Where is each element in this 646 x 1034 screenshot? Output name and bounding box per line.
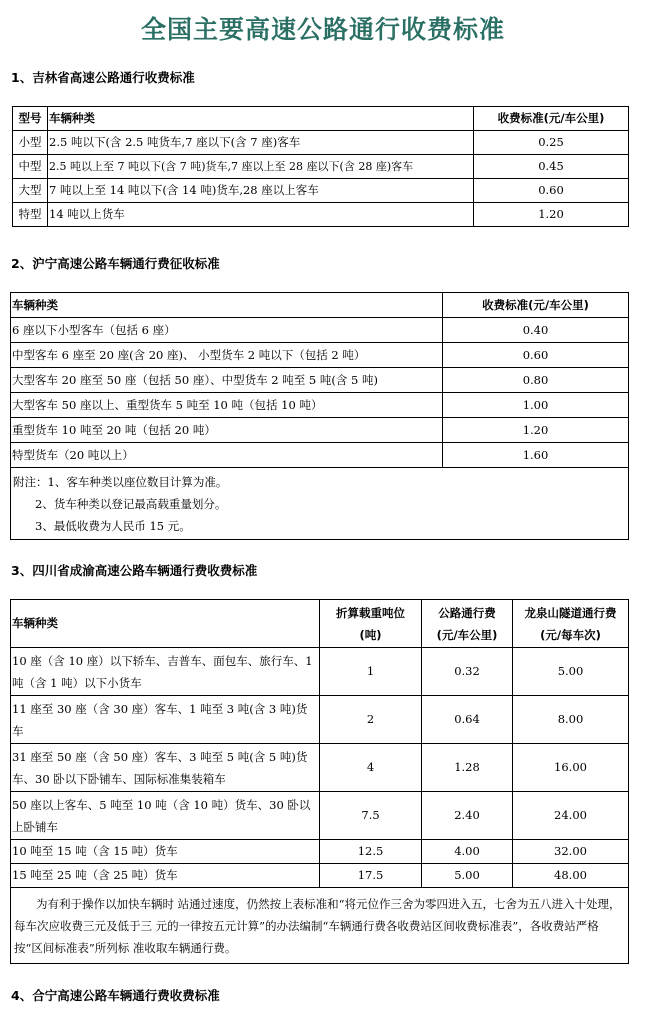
header-road-line2: (元/车公里) xyxy=(436,627,498,642)
cell-fee: 0.25 xyxy=(474,131,629,155)
header-vehicle-type: 车辆种类 xyxy=(48,107,474,131)
header-fee-standard: 收费标准(元/车公里) xyxy=(474,107,629,131)
table-row xyxy=(11,443,629,468)
notes-row xyxy=(11,888,629,964)
header-road-fee xyxy=(422,600,513,648)
huning-fee-table xyxy=(10,292,629,540)
table-row xyxy=(13,203,629,227)
cell-fee: 1.20 xyxy=(474,203,629,227)
cell-vehicle-type: 50 座以上客车、5 吨至 10 吨（含 10 吨）货车、30 卧以上卧铺车 xyxy=(11,792,320,840)
header-ton xyxy=(320,600,422,648)
table-row xyxy=(11,696,629,744)
cell-ton: 2 xyxy=(320,696,422,744)
cell-tunnel-fee: 48.00 xyxy=(513,864,629,888)
cell-road-fee: 0.32 xyxy=(422,648,513,696)
header-ton-line2: (吨) xyxy=(359,627,382,642)
header-fee-standard: 收费标准(元/车公里) xyxy=(443,293,629,318)
cell-vehicle-type: 2.5 吨以上至 7 吨以下(含 7 吨)货车,7 座以上至 28 座以下(含 28 座)客车 xyxy=(48,155,474,179)
cell-fee: 1.00 xyxy=(443,393,629,418)
cell-vehicle-type: 7 吨以上至 14 吨以下(含 14 吨)货车,28 座以上客车 xyxy=(48,179,474,203)
table-header-row xyxy=(11,293,629,318)
cell-fee: 0.40 xyxy=(443,318,629,343)
note-line: 2、货车种类以登记最高载重量划分。 xyxy=(35,496,227,511)
cell-road-fee: 5.00 xyxy=(422,864,513,888)
cell-ton: 17.5 xyxy=(320,864,422,888)
header-ton-line1: 折算载重吨位 xyxy=(336,605,405,620)
cell-vehicle-type: 10 座（含 10 座）以下轿车、吉普车、面包车、旅行车、1 吨（含 1 吨）以下小货车 xyxy=(11,648,320,696)
cell-fee: 0.60 xyxy=(474,179,629,203)
table-row xyxy=(11,393,629,418)
cell-vehicle-type: 10 吨至 15 吨（含 15 吨）货车 xyxy=(11,840,320,864)
header-road-line1: 公路通行费 xyxy=(438,605,496,620)
cell-tunnel-fee: 8.00 xyxy=(513,696,629,744)
header-model: 型号 xyxy=(13,107,48,131)
page-title: 全国主要高速公路通行收费标准 xyxy=(140,15,505,44)
cell-tunnel-fee: 5.00 xyxy=(513,648,629,696)
section1-heading: 1、吉林省高速公路通行收费标准 xyxy=(11,70,195,85)
table-row xyxy=(11,648,629,696)
cell-vehicle-type: 11 座至 30 座（含 30 座）客车、1 吨至 3 吨(含 3 吨)货车 xyxy=(11,696,320,744)
cell-vehicle-type: 特型货车（20 吨以上） xyxy=(11,443,443,468)
table-row xyxy=(13,131,629,155)
header-vehicle-type: 车辆种类 xyxy=(11,600,320,648)
cell-tunnel-fee: 16.00 xyxy=(513,744,629,792)
cell-vehicle-type: 重型货车 10 吨至 20 吨（包括 20 吨） xyxy=(11,418,443,443)
section3-heading: 3、四川省成渝高速公路车辆通行费收费标准 xyxy=(11,563,258,578)
notes-row xyxy=(11,468,629,540)
table-row xyxy=(11,744,629,792)
cell-fee: 0.45 xyxy=(474,155,629,179)
cell-fee: 1.20 xyxy=(443,418,629,443)
table-row xyxy=(11,864,629,888)
table-row xyxy=(11,368,629,393)
cell-tunnel-fee: 32.00 xyxy=(513,840,629,864)
cell-model: 大型 xyxy=(13,179,48,203)
table-row xyxy=(11,418,629,443)
cell-vehicle-type: 14 吨以上货车 xyxy=(48,203,474,227)
cell-vehicle-type: 中型客车 6 座至 20 座(含 20 座)、 小型货车 2 吨以下（包括 2 吨） xyxy=(11,343,443,368)
header-tunnel-fee xyxy=(513,600,629,648)
header-vehicle-type: 车辆种类 xyxy=(11,293,443,318)
note-line: 3、最低收费为人民币 15 元。 xyxy=(35,518,191,533)
cell-vehicle-type: 31 座至 50 座（含 50 座）客车、3 吨至 5 吨(含 5 吨)货车、30 卧以下卧铺车、国际标准集装箱车 xyxy=(11,744,320,792)
header-tunnel-line2: (元/每车次) xyxy=(540,627,601,642)
cell-ton: 7.5 xyxy=(320,792,422,840)
table-header-row xyxy=(13,107,629,131)
table-row xyxy=(13,179,629,203)
cell-vehicle-type: 6 座以下小型客车（包括 6 座） xyxy=(11,318,443,343)
cell-model: 小型 xyxy=(13,131,48,155)
cell-vehicle-type: 15 吨至 25 吨（含 25 吨）货车 xyxy=(11,864,320,888)
notes-cell: 为有利于操作以加快车辆时 站通过速度，仍然按上表标准和“将元位作三舍为零四进入五，七舍为五八进入十处理，每车次应收费三元及低于三 元的一律按五元计算”的办法编制“车辆通行费各收费站区间收费标准表”，各收费站严格按“区间标准表”所列标 准收取车辆通行费。 xyxy=(11,888,629,964)
cell-road-fee: 1.28 xyxy=(422,744,513,792)
table-row xyxy=(11,343,629,368)
note-line: 附注：1、客车种类以座位数目计算为准。 xyxy=(13,474,228,489)
table-row xyxy=(11,792,629,840)
cell-fee: 1.60 xyxy=(443,443,629,468)
cell-model: 中型 xyxy=(13,155,48,179)
cell-road-fee: 2.40 xyxy=(422,792,513,840)
table-row xyxy=(11,318,629,343)
cell-tunnel-fee: 24.00 xyxy=(513,792,629,840)
cell-road-fee: 4.00 xyxy=(422,840,513,864)
notes-cell xyxy=(11,468,629,540)
section4-heading: 4、合宁高速公路车辆通行费收费标准 xyxy=(11,988,220,1003)
cell-vehicle-type: 大型客车 20 座至 50 座（包括 50 座）、中型货车 2 吨至 5 吨(含 5 吨) xyxy=(11,368,443,393)
cell-vehicle-type: 2.5 吨以下(含 2.5 吨货车,7 座以下(含 7 座)客车 xyxy=(48,131,474,155)
table-row xyxy=(13,155,629,179)
cell-vehicle-type: 大型客车 50 座以上、重型货车 5 吨至 10 吨（包括 10 吨） xyxy=(11,393,443,418)
table-row xyxy=(11,840,629,864)
cell-model: 特型 xyxy=(13,203,48,227)
jilin-fee-table xyxy=(12,106,629,227)
chengyu-fee-table xyxy=(10,599,629,964)
section2-heading: 2、沪宁高速公路车辆通行费征收标准 xyxy=(11,256,220,271)
cell-fee: 0.60 xyxy=(443,343,629,368)
cell-ton: 4 xyxy=(320,744,422,792)
header-tunnel-line1: 龙泉山隧道通行费 xyxy=(524,605,617,620)
table-header-row xyxy=(11,600,629,648)
cell-road-fee: 0.64 xyxy=(422,696,513,744)
cell-ton: 1 xyxy=(320,648,422,696)
cell-fee: 0.80 xyxy=(443,368,629,393)
cell-ton: 12.5 xyxy=(320,840,422,864)
